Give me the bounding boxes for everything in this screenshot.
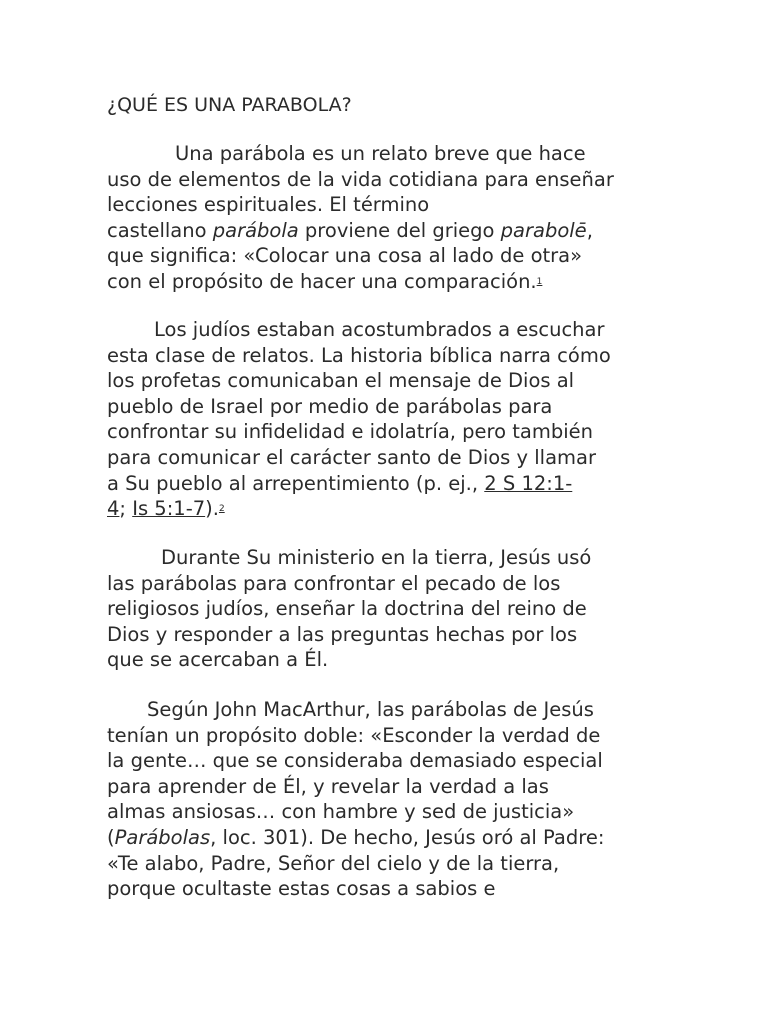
p1-text: proviene del griego bbox=[298, 218, 501, 242]
p2-line-3: los profetas comunicaban el mensaje de Dios al bbox=[107, 369, 575, 393]
p2-line-4: pueblo de Israel por medio de parábolas para bbox=[107, 394, 553, 418]
p2-line-6: para comunicar el carácter santo de Dios y llamar bbox=[107, 445, 597, 469]
scripture-ref-2-samuel[interactable]: 2 S 12:1- bbox=[484, 471, 573, 495]
p2-line-7 bbox=[107, 471, 667, 497]
p4-text: ( bbox=[107, 825, 115, 849]
p2-text: ). bbox=[205, 497, 219, 521]
p4-line-6 bbox=[107, 825, 667, 851]
p1-line-4 bbox=[107, 218, 667, 244]
italic-book-title: Parábolas bbox=[114, 825, 211, 849]
p1-text: , bbox=[586, 218, 593, 242]
p3-line-4: Dios y responder a las preguntas hechas por los bbox=[107, 622, 578, 646]
p2-line-8 bbox=[107, 496, 667, 523]
footnote-2-link[interactable]: 2 bbox=[218, 504, 225, 515]
page-title: ¿QUÉ ES UNA PARABOLA? bbox=[107, 94, 352, 116]
p1-line-5: que significa: «Colocar una cosa al lado de otra» bbox=[107, 244, 583, 268]
p4-line-8: porque ocultaste estas cosas a sabios e bbox=[107, 877, 496, 901]
p2-line-2: esta clase de relatos. La historia bíblica narra cómo bbox=[107, 343, 611, 367]
scripture-ref-2-samuel-cont[interactable]: 4 bbox=[107, 497, 120, 521]
p4-line-5: almas ansiosas… con hambre y sed de justicia» bbox=[107, 800, 575, 824]
paragraph-4 bbox=[107, 697, 667, 902]
p2-text: a Su pueblo al arrepentimiento (p. ej., bbox=[107, 471, 485, 495]
p3-line-1: Durante Su ministerio en la tierra, Jesús usó bbox=[161, 546, 592, 569]
p1-text: con el propósito de hacer una comparación. bbox=[107, 269, 537, 293]
p4-line-7: «Te alabo, Padre, Señor del cielo y de la tierra, bbox=[107, 851, 560, 875]
p3-line-3: religiosos judíos, enseñar la doctrina del reino de bbox=[107, 597, 587, 621]
italic-term-parabole: parabolē bbox=[500, 218, 587, 242]
p2-line-5: confrontar su infidelidad e idolatría, pero también bbox=[107, 420, 594, 444]
italic-term-parabola: parábola bbox=[212, 218, 299, 242]
p4-text: , loc. 301). De hecho, Jesús oró al Padre: bbox=[210, 825, 605, 849]
p1-line-1: Una parábola es un relato breve que hace bbox=[175, 142, 586, 165]
p4-line-2: tenían un propósito doble: «Esconder la verdad de bbox=[107, 723, 601, 747]
p2-line-1: Los judíos estaban acostumbrados a escuchar bbox=[154, 318, 605, 341]
p4-line-3: la gente… que se consideraba demasiado especial bbox=[107, 749, 603, 773]
footnote-1-link[interactable]: 1 bbox=[536, 276, 543, 287]
p1-line-3: lecciones espirituales. El término bbox=[107, 193, 430, 217]
p1-line-2: uso de elementos de la vida cotidiana para enseñar bbox=[107, 167, 614, 191]
p1-line-6 bbox=[107, 269, 667, 296]
p3-line-5: que se acercaban a Él. bbox=[107, 648, 329, 672]
p3-line-2: las parábolas para confrontar el pecado de los bbox=[107, 571, 561, 595]
p4-line-1: Según John MacArthur, las parábolas de Jesús bbox=[147, 698, 594, 721]
paragraph-1 bbox=[107, 141, 667, 296]
p4-line-4: para aprender de Él, y revelar la verdad a las bbox=[107, 774, 549, 798]
p1-text: castellano bbox=[107, 218, 213, 242]
p2-text: ; bbox=[119, 497, 133, 521]
scripture-ref-isaiah[interactable]: Is 5:1-7 bbox=[132, 497, 206, 521]
paragraph-2 bbox=[107, 317, 667, 523]
paragraph-3 bbox=[107, 545, 667, 673]
